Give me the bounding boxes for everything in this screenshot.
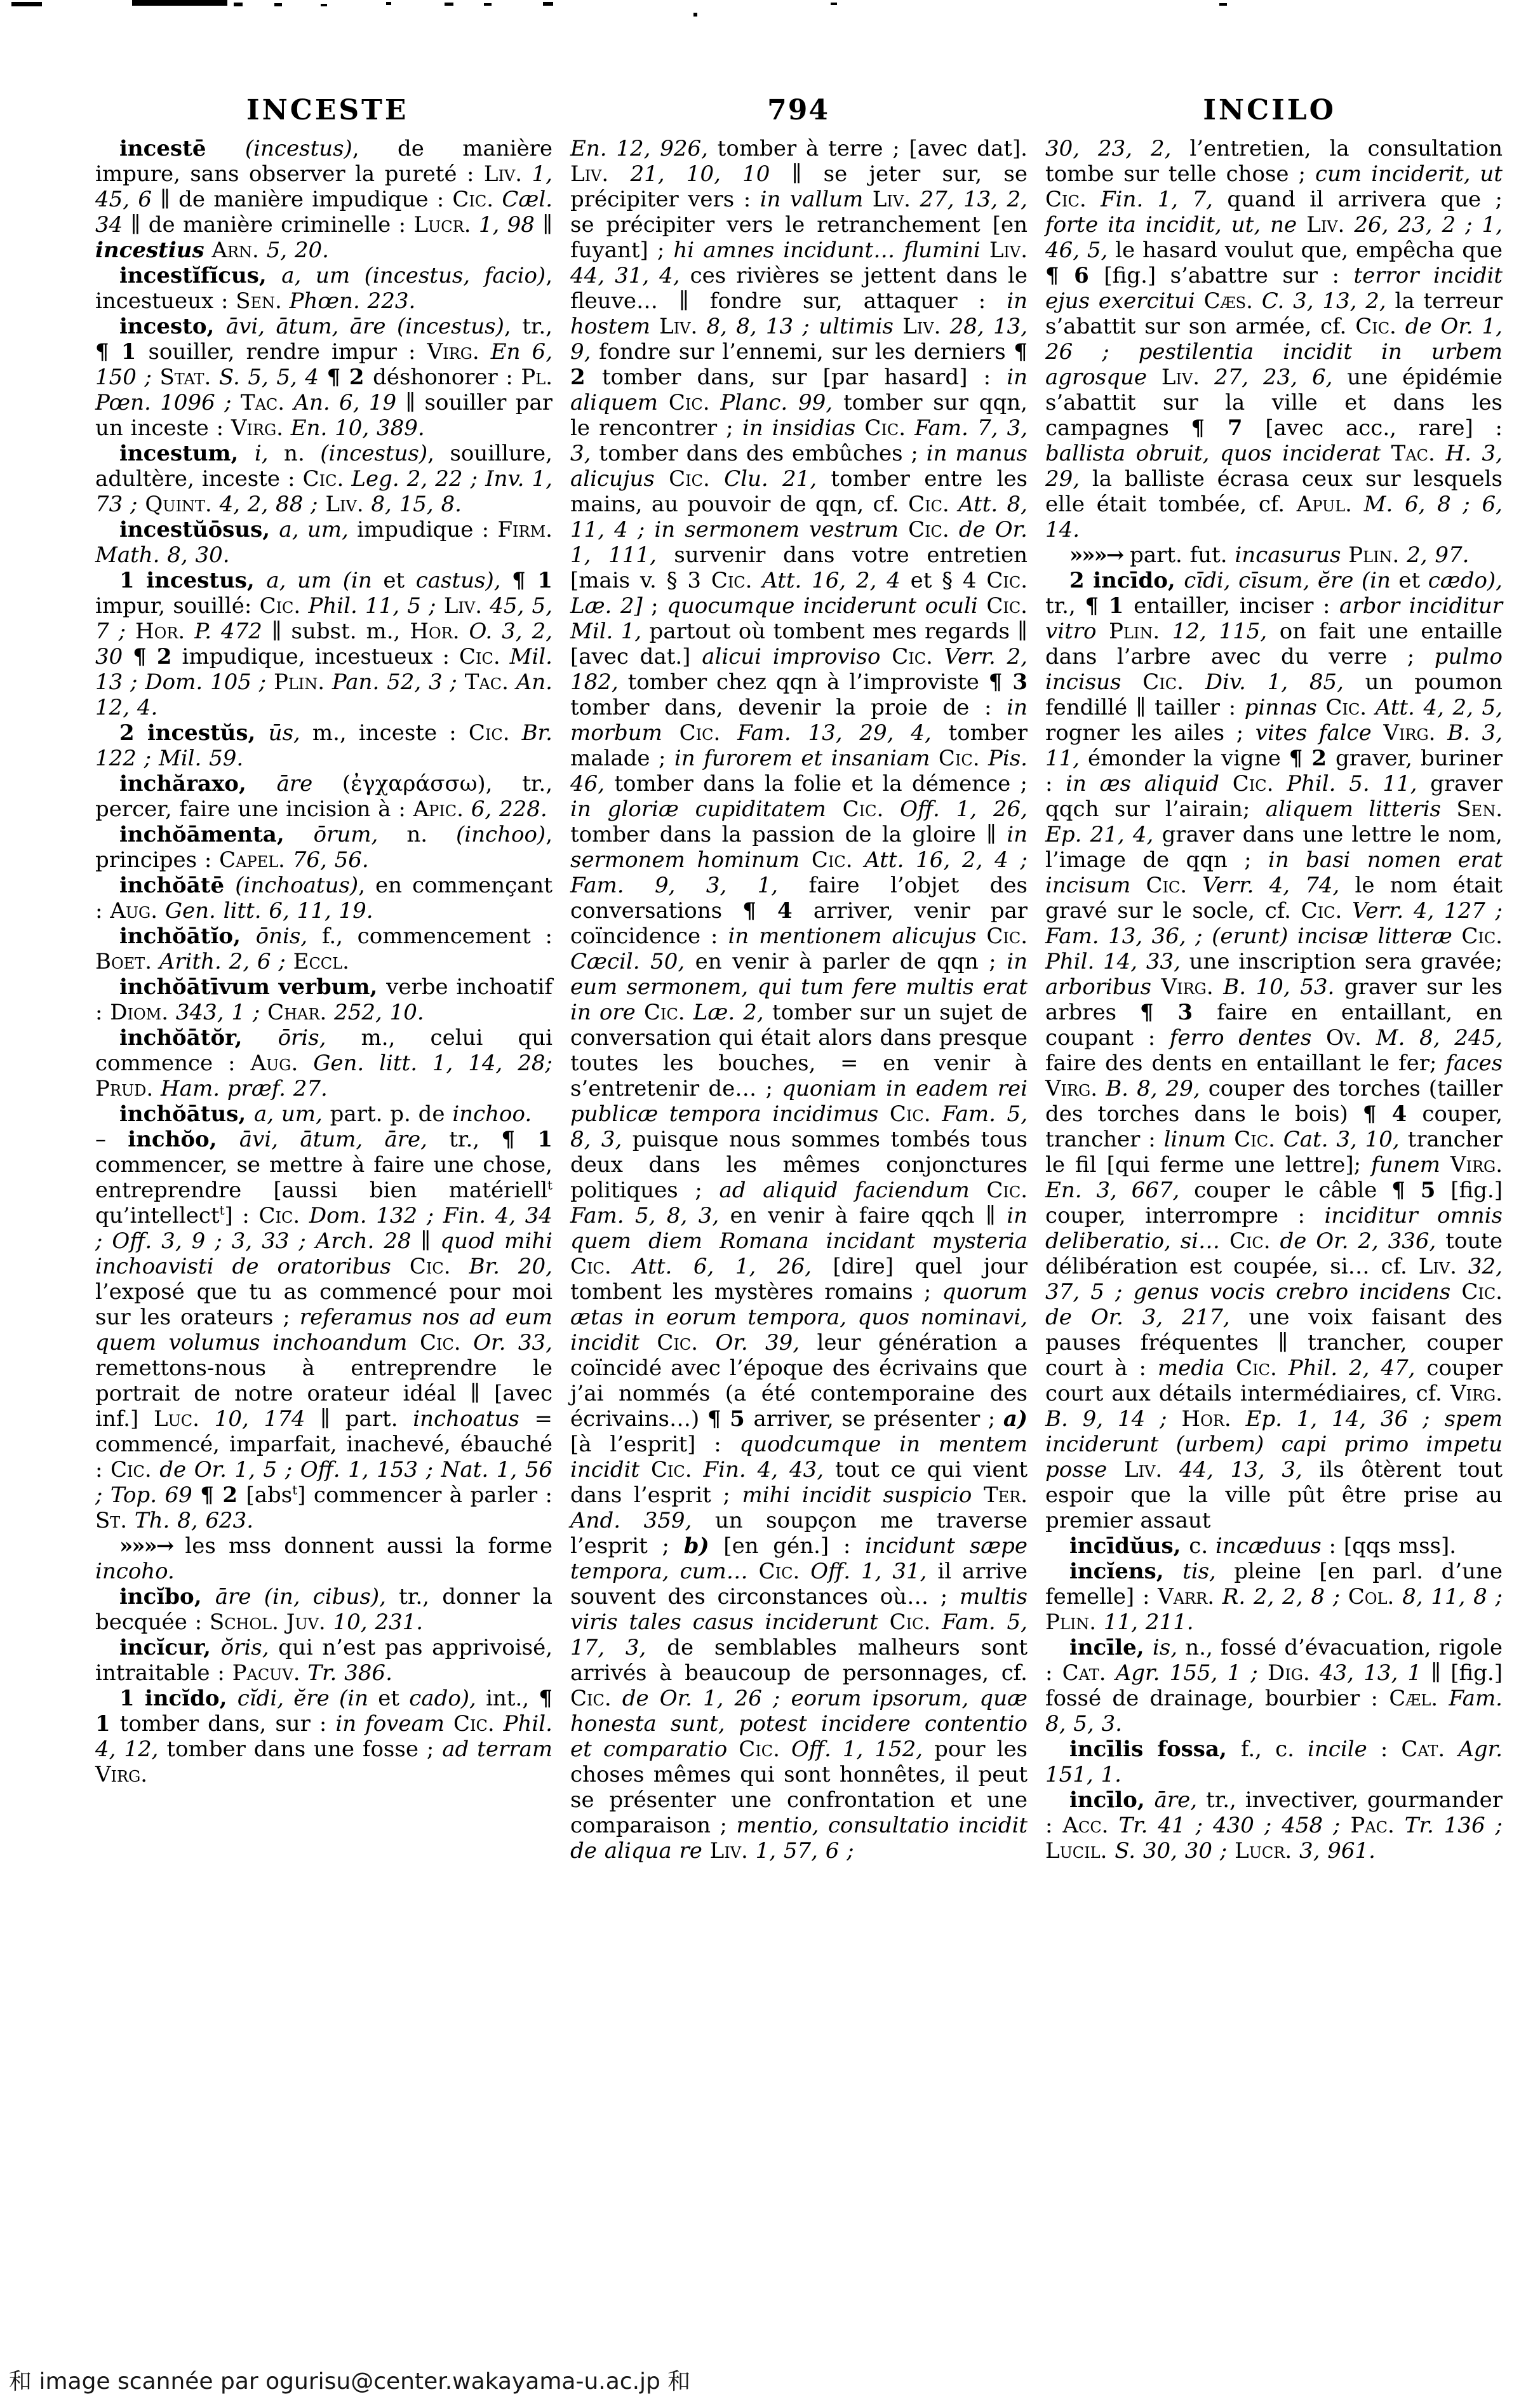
column-3	[1045, 136, 1503, 2308]
dictionary-entry: 2 incestŭs, ūs, m., inceste : Cic. Br. 122 ; Mil. 59.	[95, 720, 552, 771]
dictionary-entry: incesto, āvi, ātum, āre (incestus), tr., ¶ 1 souiller, rendre impur : Virg. En 6, 150 ; Stat. S. 5, 5, 4 ¶ 2 déshonorer : Pl. Pœn. 1096 ; Tac. An. 6, 19 ∥ souiller par un inceste : Virg. En. 10, 389.	[95, 314, 553, 441]
column-1	[95, 136, 552, 2308]
dictionary-entry: inchŏātē (inchoatus), en commençant : Aug. Gen. litt. 6, 11, 19.	[95, 873, 552, 924]
dictionary-entry: 2 incīdo, cīdi, cīsum, ĕre (in et cædo), tr., ¶ 1 entailler, inciser : arbor inciditur vitro Plin. 12, 115, on fait une entaille dans l’arbre avec du verre ; pulmo incisus Cic. Div. 1, 85, un poumon fendillé ∥ tailler : pinnas Cic. Att. 4, 2, 5, rogner les ailes ; vites falce Virg. B. 3, 11, émonder la vigne ¶ 2 graver, buriner : in æs aliquid Cic. Phil. 5. 11, graver qqch sur l’airain; aliquem litteris Sen. Ep. 21, 4, graver dans une lettre le nom, l’image de qqn ; in basi nomen erat incisum Cic. Verr. 4, 74, le nom était gravé sur le socle, cf. Cic. Verr. 4, 127 ; Fam. 13, 36, ; (erunt) incisæ litteræ Cic. Phil. 14, 33, une inscription sera gravée; arboribus Virg. B. 10, 53. graver sur les arbres ¶ 3 faire en entaillant, en coupant : ferro dentes Ov. M. 8, 245, faire des dents en entaillant le fer; faces Virg. B. 8, 29, couper des torches (tailler des torches dans le bois) ¶ 4 couper, trancher : linum Cic. Cat. 3, 10, trancher le fil [qui ferme une lettre]; funem Virg. En. 3, 667, couper le câble ¶ 5 [fig.] couper, interrompre : inciditur omnis deliberatio, si… Cic. de Or. 2, 336, toute délibération est coupée, si… cf. Liv. 32, 37, 5 ; genus vocis crebro incidens Cic. de Or. 3, 217, une voix faisant des pauses fréquentes ∥ trancher, couper court à : media Cic. Phil. 2, 47, couper court aux détails intermédiaires, cf. Virg. B. 9, 14 ; Hor. Ep. 1, 14, 36 ; spem inciderunt (urbem) capi primo impetu posse Liv. 44, 13, 3, ils ôtèrent tout espoir que la ville pût être prise au premier assaut	[1045, 568, 1503, 1533]
dictionary-entry: – inchŏo, āvi, ātum, āre, tr., ¶ 1 commencer, se mettre à faire une chose, entreprendre [aussi bien matériell$^t$ qu’intellect$^t$] : Cic. Dom. 132 ; Fin. 4, 34 ; Off. 3, 9 ; 3, 33 ; Arch. 28 ∥ quod mihi inchoavisti de oratoribus Cic. Br. 20, l’exposé que tu as commencé pour moi sur les orateurs ; referamus nos ad eum quem volumus inchoandum Cic. Or. 33, remettons-nous à entreprendre le portrait de notre orateur idéal ∥ [avec inf.] Luc. 10, 174 ∥ part. inchoatus = commencé, imparfait, inachevé, ébauché : Cic. de Or. 1, 5 ; Off. 1, 153 ; Nat. 1, 56 ; Top. 69 ¶ 2 [abs$^t$] commencer à parler : St. Th. 8, 623.	[95, 1127, 553, 1533]
dictionary-entry: incestē (incestus), de manière impure, sans observer la pureté : Liv. 1, 45, 6 ∥ de manière impudique : Cic. Cæl. 34 ∥ de manière criminelle : Lucr. 1, 98 ∥ incestius Arn. 5, 20.	[95, 136, 553, 263]
dictionary-entry: incĭens, tis, pleine [en parl. d’une femelle] : Varr. R. 2, 2, 8 ; Col. 8, 11, 8 ; Plin. 11, 211.	[1045, 1559, 1503, 1635]
dictionary-entry: incīlis fossa, f., c. incile : Cat. Agr. 151, 1.	[1045, 1737, 1503, 1787]
dictionary-entry: incestum, i, n. (incestus), souillure, adultère, inceste : Cic. Leg. 2, 22 ; Inv. 1, 73 ; Quint. 4, 2, 88 ; Liv. 8, 15, 8.	[95, 441, 552, 517]
dictionary-entry: 30, 23, 2, l’entretien, la consultation tombe sur telle chose ; cum inciderit, ut Cic. Fin. 1, 7, quand il arrivera que ; forte ita incidit, ut, ne Liv. 26, 23, 2 ; 1, 46, 5, le hasard voulut que, empêcha que ¶ 6 [fig.] s’abattre sur : terror incidit ejus exercitui Cæs. C. 3, 13, 2, la terreur s’abattit sur son armée, cf. Cic. de Or. 1, 26 ; pestilentia incidit in urbem agrosque Liv. 27, 23, 6, une épidémie s’abattit sur la ville et dans les campagnes ¶ 7 [avec acc., rare] : ballista obruit, quos inciderat Tac. H. 3, 29, la balliste écrasa ceux sur lesquels elle était tombée, cf. Apul. M. 6, 8 ; 6, 14.	[1045, 136, 1503, 542]
text-columns	[95, 136, 1503, 2308]
dictionary-entry: incīlo, āre, tr., invectiver, gourmander : Acc. Tr. 41 ; 430 ; 458 ; Pac. Tr. 136 ; Lucil. S. 30, 30 ; Lucr. 3, 961.	[1045, 1787, 1503, 1864]
dictionary-entry: incestĭfĭcus, a, um (incestus, facio), incestueux : Sen. Phœn. 223.	[95, 263, 552, 314]
dictionary-entry: inchŏātus, a, um, part. p. de inchoo.	[119, 1101, 532, 1127]
scan-credit: 和 image scannée par ogurisu@center.wakayama-u.ac.jp 和	[9, 2369, 691, 2395]
page-number: 794	[767, 94, 829, 126]
dictionary-entry: 1 incĭdo, cĭdi, ĕre (in et cado), int., ¶ 1 tomber dans, sur : in foveam Cic. Phil. 4, 12, tomber dans une fosse ; ad terram Virg.	[95, 1686, 552, 1787]
running-head	[95, 94, 1503, 126]
dictionary-entry: incestŭōsus, a, um, impudique : Firm. Math. 8, 30.	[95, 517, 552, 568]
dictionary-entry: incīle, is, n., fossé d’évacuation, rigole : Cat. Agr. 155, 1 ; Dig. 43, 13, 1 ∥ [fig.] fossé de drainage, bourbier : Cæl. Fam. 8, 5, 3.	[1045, 1635, 1503, 1737]
column-2	[570, 136, 1028, 2308]
dictionary-entry: incīdŭus, c. incæduus : [qqs mss].	[1069, 1533, 1457, 1559]
dictionary-entry: inchŏātīvum verbum, verbe inchoatif : Diom. 343, 1 ; Char. 252, 10.	[95, 974, 552, 1025]
dictionary-entry: En. 12, 926, tomber à terre ; [avec dat]. Liv. 21, 10, 10 ∥ se jeter sur, se précipiter vers : in vallum Liv. 27, 13, 2, se précipiter vers le retranchement [en fuyant] ; hi amnes incidunt… flumini Liv. 44, 31, 4, ces rivières se jettent dans le fleuve… ∥ fondre sur, attaquer : in hostem Liv. 8, 8, 13 ; ultimis Liv. 28, 13, 9, fondre sur l’ennemi, sur les derniers ¶ 2 tomber dans, sur [par hasard] : in aliquem Cic. Planc. 99, tomber sur qqn, le rencontrer ; in insidias Cic. Fam. 7, 3, 3, tomber dans des embûches ; in manus alicujus Cic. Clu. 21, tomber entre les mains, au pouvoir de qqn, cf. Cic. Att. 8, 11, 4 ; in sermonem vestrum Cic. de Or. 1, 111, survenir dans votre entretien [mais v. § 3 Cic. Att. 16, 2, 4 et § 4 Cic. Læ. 2] ; quocumque inciderunt oculi Cic. Mil. 1, partout où tombent mes regards ∥ [avec dat.] alicui improviso Cic. Verr. 2, 182, tomber chez qqn à l’improviste ¶ 3 tomber dans, devenir la proie de : in morbum Cic. Fam. 13, 29, 4, tomber malade ; in furorem et insaniam Cic. Pis. 46, tomber dans la folie et la démence ; in gloriæ cupiditatem Cic. Off. 1, 26, tomber dans la passion de la gloire ∥ in sermonem hominum Cic. Att. 16, 2, 4 ; Fam. 9, 3, 1, faire l’objet des conversations ¶ 4 arriver, venir par coïncidence : in mentionem alicujus Cic. Cæcil. 50, en venir à parler de qqn ; in eum sermonem, qui tum fere multis erat in ore Cic. Læ. 2, tomber sur un sujet de conversation qui était alors dans presque toutes les bouches, = en venir à s’entretenir de… ; quoniam in eadem rei publicæ tempora incidimus Cic. Fam. 5, 8, 3, puisque nous sommes tombés tous deux dans les mêmes conjonctures politiques ; ad aliquid faciendum Cic. Fam. 5, 8, 3, en venir à faire qqch ∥ in quem diem Romana incidant mysteria Cic. Att. 6, 1, 26, [dire] quel jour tombent les mystères romains ; quorum ætas in eorum tempora, quos nominavi, incidit Cic. Or. 39, leur génération a coïncidé avec l’époque des écrivains que j’ai nommés (a été contemporaine des écrivains…) ¶ 5 arriver, se présenter ; a) [à l’esprit] : quodcumque in mentem incidit Cic. Fin. 4, 43, tout ce qui vient dans l’esprit ; mihi incidit suspicio Ter. And. 359, un soupçon me traverse l’esprit ; b) [en gén.] : incidunt sæpe tempora, cum… Cic. Off. 1, 31, il arrive souvent des circonstances où… ; multis viris tales casus inciderunt Cic. Fam. 5, 17, 3, de semblables malheurs sont arrivés à beaucoup de personnages, cf. Cic. de Or. 1, 26 ; eorum ipsorum, quæ honesta sunt, potest incidere contentio et comparatio Cic. Off. 1, 152, pour les choses mêmes qui sont honnêtes, il peut se présenter une confrontation et une comparaison ; mentio, consultatio incidit de aliqua re Liv. 1, 57, 6 ;	[570, 136, 1028, 1864]
dictionary-entry: inchŏātŏr, ōris, m., celui qui commence : Aug. Gen. litt. 1, 14, 28; Prud. Ham. præf. 27.	[95, 1025, 553, 1101]
dictionary-entry: inchăraxo, āre (ἐγχαράσσω), tr., percer, faire une incision à : Apic. 6, 228.	[95, 771, 552, 822]
page-header-right-keyword: INCILO	[1203, 94, 1336, 126]
dictionary-entry: »»»→ part. fut. incasurus Plin. 2, 97.	[1069, 542, 1470, 568]
dictionary-entry: incĭcur, ŏris, qui n’est pas apprivoisé, intraitable : Pacuv. Tr. 386.	[95, 1635, 552, 1686]
dictionary-entry: inchŏāmenta, ōrum, n. (inchoo), principes : Capel. 76, 56.	[95, 822, 552, 873]
page-header-left-keyword: INCESTE	[246, 94, 409, 126]
dictionary-entry: inchŏātĭo, ōnis, f., commencement : Boet. Arith. 2, 6 ; Eccl.	[95, 924, 552, 974]
dictionary-entry: incĭbo, āre (in, cibus), tr., donner la becquée : Schol. Juv. 10, 231.	[95, 1584, 552, 1635]
dictionary-entry: »»»→ les mss donnent aussi la forme incoho.	[95, 1533, 552, 1584]
dictionary-entry: 1 incestus, a, um (in et castus), ¶ 1 impur, souillé: Cic. Phil. 11, 5 ; Liv. 45, 5, 7 ; Hor. P. 472 ∥ subst. m., Hor. O. 3, 2, 30 ¶ 2 impudique, incestueux : Cic. Mil. 13 ; Dom. 105 ; Plin. Pan. 52, 3 ; Tac. An. 12, 4.	[95, 568, 553, 720]
